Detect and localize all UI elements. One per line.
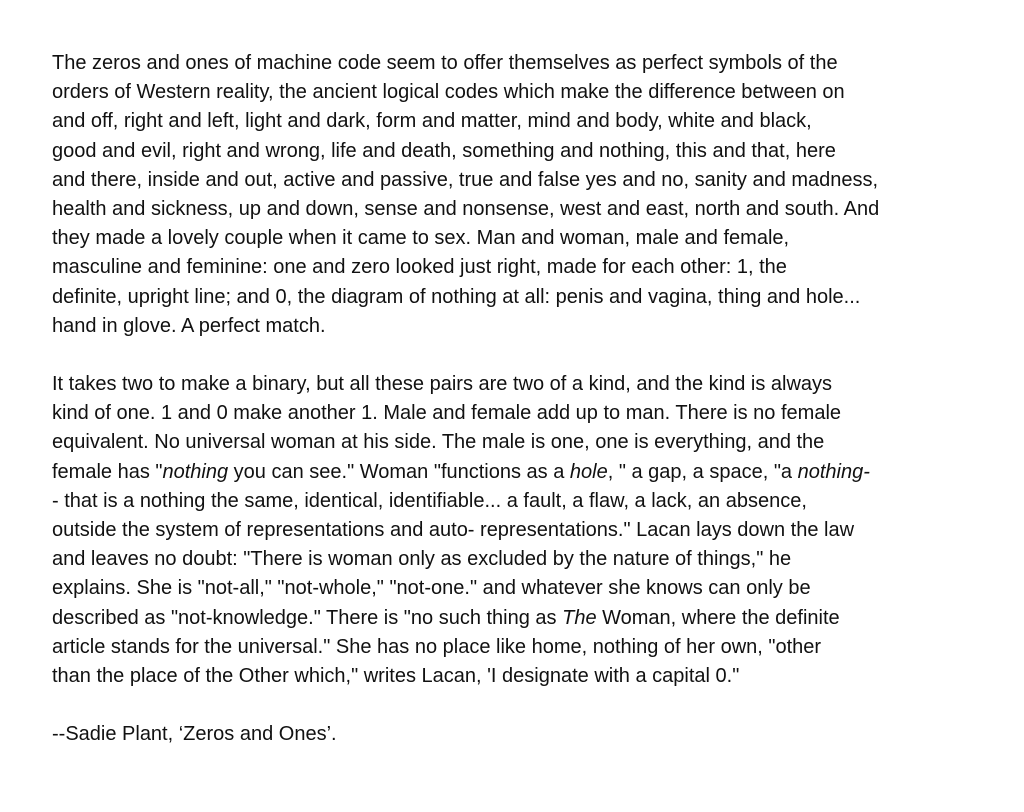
- text-line: orders of Western reality, the ancient logical codes which make the difference between on: [52, 81, 845, 104]
- text-line: female has "nothing you can see." Woman "functions as a hole, " a gap, a space, "a nothing-: [52, 460, 870, 483]
- document-page: [52, 49, 982, 749]
- text-line: kind of one. 1 and 0 make another 1. Male and female add up to man. There is no female: [52, 402, 842, 425]
- italic-text: The: [562, 606, 597, 629]
- italic-text: nothing-: [797, 460, 870, 483]
- text-line: It takes two to make a binary, but all these pairs are two of a kind, and the kind is always: [52, 373, 833, 396]
- paragraph-1: [52, 49, 982, 341]
- text-line: masculine and feminine: one and zero looked just right, made for each other: 1, the: [52, 256, 787, 279]
- text-line: described as "not-knowledge." There is "no such thing as The Woman, where the definite: [52, 606, 840, 629]
- paragraph-2: [52, 370, 982, 691]
- text-line: definite, upright line; and 0, the diagram of nothing at all: penis and vagina, thing and hole...: [52, 285, 861, 308]
- text-line: and leaves no doubt: "There is woman only as excluded by the nature of things," he: [52, 548, 792, 571]
- text-line: than the place of the Other which," writes Lacan, 'I designate with a capital 0.": [52, 665, 740, 688]
- italic-text: hole: [569, 460, 608, 483]
- text-line: health and sickness, up and down, sense and nonsense, west and east, north and south. And: [52, 198, 880, 221]
- text-line: and there, inside and out, active and passive, true and false yes and no, sanity and madness,: [52, 168, 879, 191]
- text-line: and off, right and left, light and dark, form and matter, mind and body, white and black,: [52, 110, 812, 133]
- text-line: The zeros and ones of machine code seem to offer themselves as perfect symbols of the: [52, 52, 838, 74]
- text-line: - that is a nothing the same, identical, identifiable... a fault, a flaw, a lack, an absence,: [52, 489, 807, 512]
- attribution: --Sadie Plant, ‘Zeros and Ones’.: [52, 723, 337, 746]
- text-line: article stands for the universal." She has no place like home, nothing of her own, "other: [52, 635, 822, 658]
- italic-text: nothing: [162, 460, 229, 483]
- text-line: explains. She is "not-all," "not-whole," "not-one." and whatever she knows can only be: [52, 577, 811, 600]
- text-line: they made a lovely couple when it came to sex. Man and woman, male and female,: [52, 227, 790, 250]
- text-line: equivalent. No universal woman at his side. The male is one, one is everything, and the: [52, 431, 825, 454]
- text-line: good and evil, right and wrong, life and death, something and nothing, this and that, here: [52, 139, 836, 162]
- text-line: hand in glove. A perfect match.: [52, 314, 326, 337]
- text-line: outside the system of representations and auto- representations." Lacan lays down the law: [52, 519, 855, 542]
